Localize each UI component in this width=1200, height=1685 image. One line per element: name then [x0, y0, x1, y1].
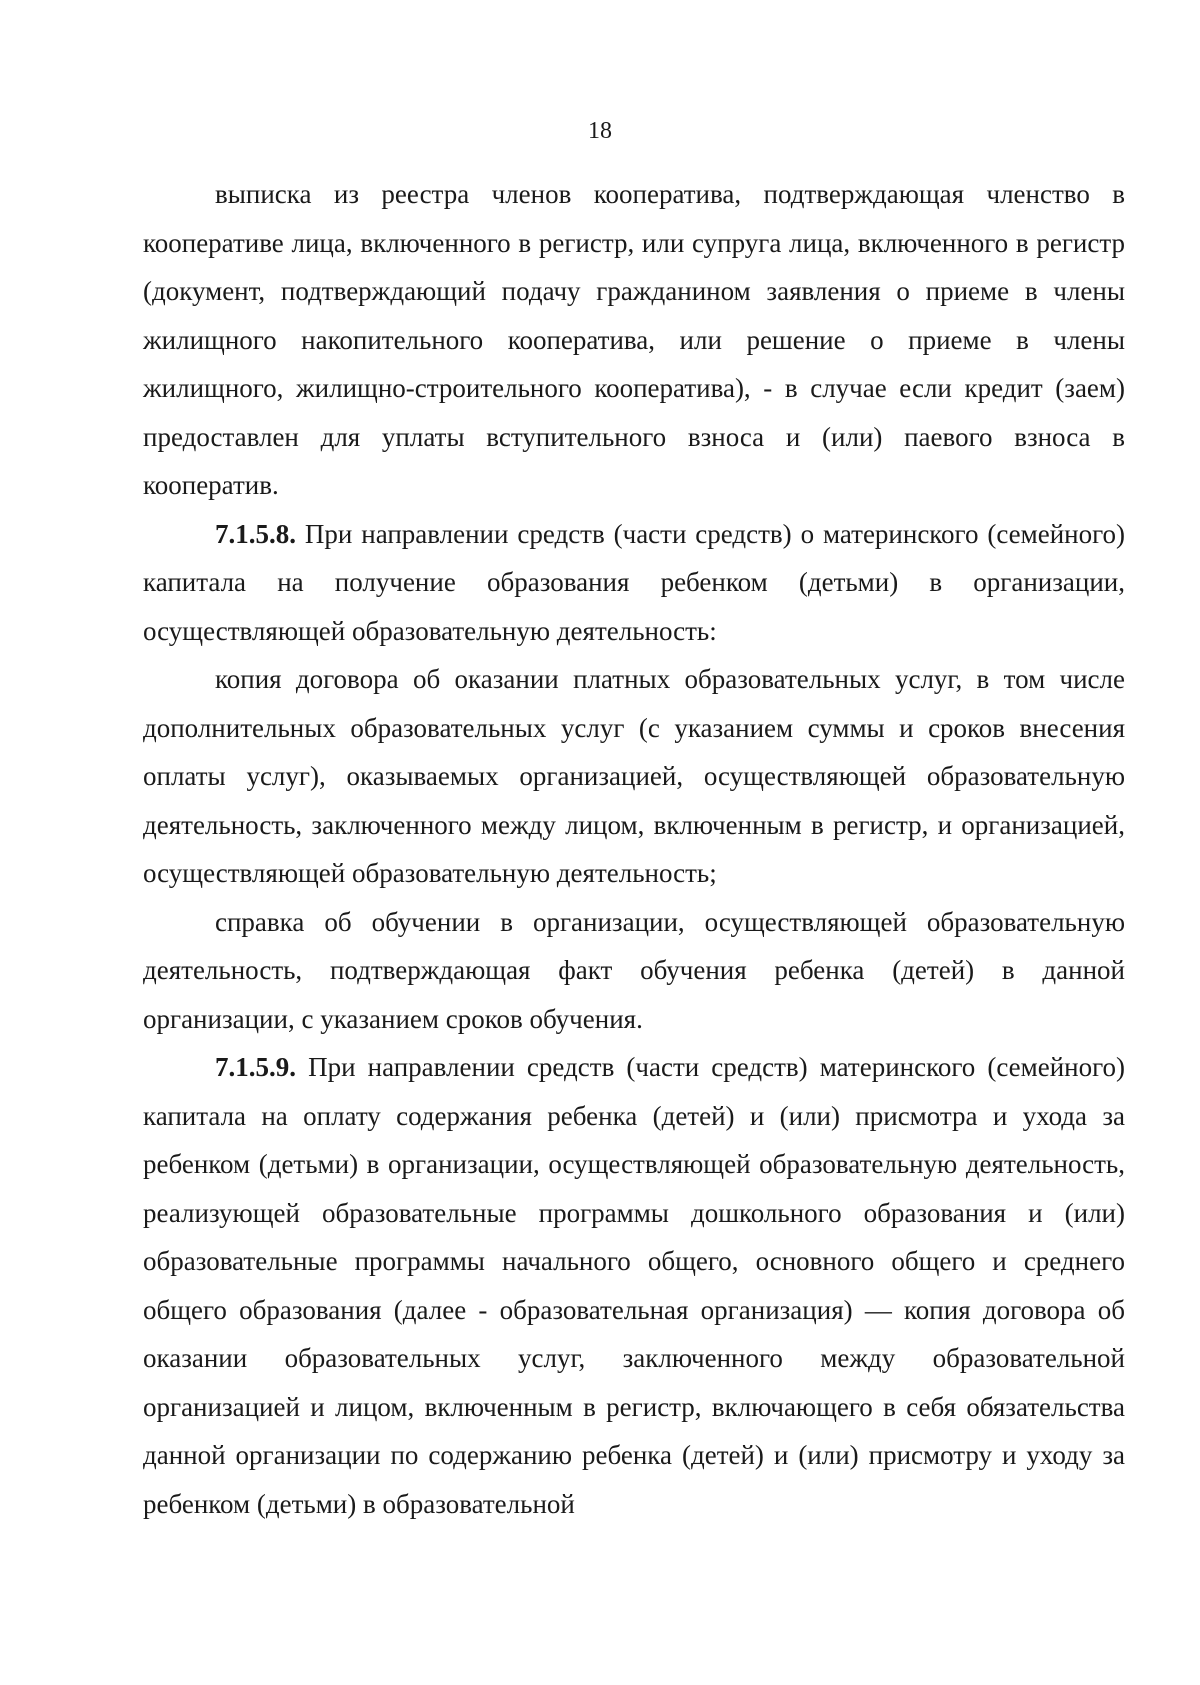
paragraph-text: справка об обучении в организации, осуществляющей образовательную деятельность, подтверждающая факт обучения ребенка (детей) в данной организации, с указанием сроков обучения. — [143, 906, 1125, 1034]
paragraph-study-certificate — [143, 898, 1125, 1044]
clause-number: 7.1.5.9. — [215, 1052, 296, 1082]
paragraph-text: выписка из реестра членов кооператива, подтверждающая членство в кооперативе лица, включенного в регистр, или супруга лица, включенного в регистр (документ, подтверждающий подачу гражданином заявления о приеме в члены жилищного накопительного кооператива, или решение о приеме в члены жилищного, жилищно-строительного кооператива), - в случае если кредит (заем) предоставлен для уплаты вступительного взноса и (или) паевого взноса в кооператив. — [143, 179, 1125, 500]
clause-number: 7.1.5.8. — [215, 518, 296, 549]
clause-text: При направлении средств (части средств) материнского (семейного) капитала на оплату содержания ребенка (детей) и (или) присмотра и ухода за ребенком (детьми) в организации, осуществляющей образовательную деятельность, реализующей образовательные программы дошкольного образования и (или) образовательные программы начального общего, основного общего и среднего общего образования (далее - образовательная организация) — копия договора об оказании образовательных услуг, заключенного между образовательной организацией и лицом, включенным в регистр, включающего в себя обязательства данной организации по содержанию ребенка (детей) и (или) присмотру и уходу за ребенком (детьми) в образовательной — [143, 1052, 1125, 1519]
clause-text: При направлении средств (части средств) о материнского (семейного) капитала на получение образования ребенком (детьми) в организации, осуществляющей образовательную деятельность: — [143, 518, 1125, 646]
clause-7-1-5-8 — [143, 510, 1125, 656]
document-body — [143, 170, 1125, 1528]
clause-7-1-5-9 — [143, 1043, 1125, 1528]
page-number: 18 — [588, 118, 612, 144]
paragraph-text: копия договора об оказании платных образовательных услуг, в том числе дополнительных образовательных услуг (с указанием суммы и сроков внесения оплаты услуг), оказываемых организацией, осуществляющей образовательную деятельность, заключенного между лицом, включенным в регистр, и организацией, осуществляющей образовательную деятельность; — [143, 664, 1125, 888]
paragraph-contract-copy — [143, 655, 1125, 898]
paragraph-cooperative-extract — [143, 170, 1125, 510]
